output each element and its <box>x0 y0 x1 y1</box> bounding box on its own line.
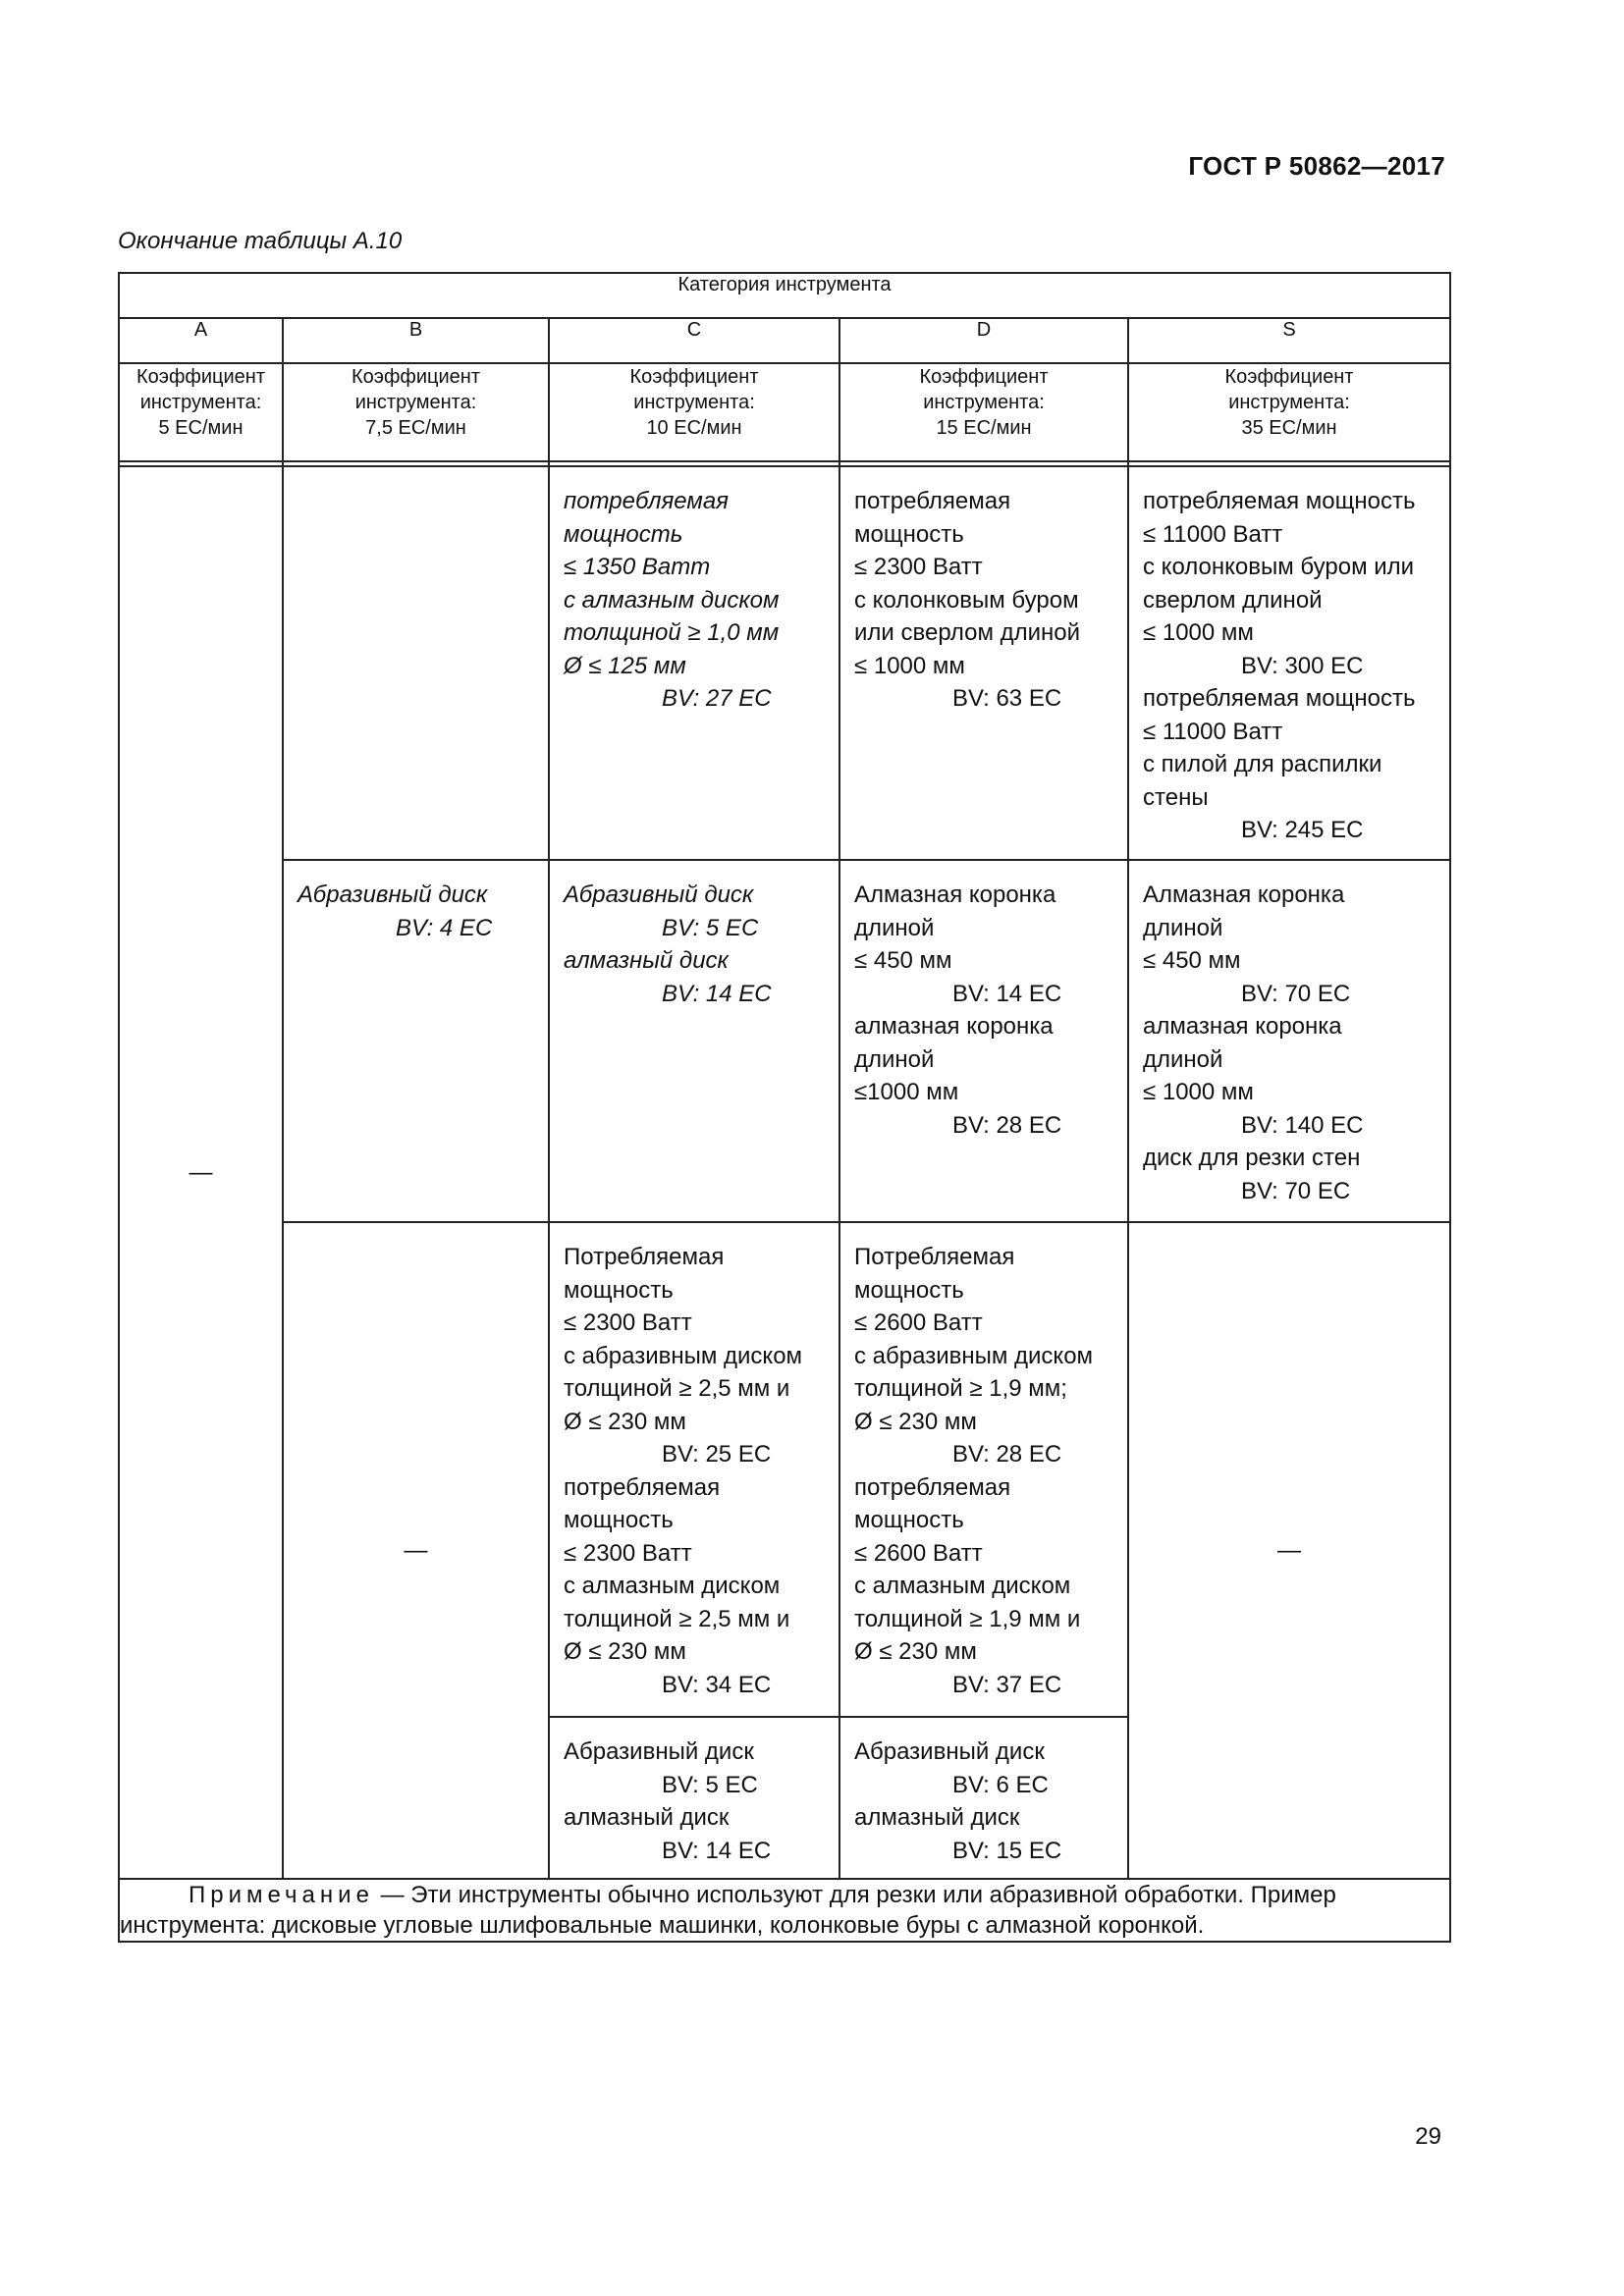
column-header-a: A <box>119 318 283 363</box>
cell-c-row2: Абразивный диск BV: 5 ЕС алмазный диск BV: 14 ЕС <box>549 860 839 1222</box>
column-header-s: S <box>1128 318 1450 363</box>
coefficient-d: Коэффициент инструмента: 15 ЕС/мин <box>839 363 1128 461</box>
column-a-value: — <box>119 466 283 1879</box>
cell-d-row1: потребляемая мощность ≤ 2300 Ватт с колонковым буром или сверлом длиной ≤ 1000 мм BV: 63 ЕС <box>839 466 1128 860</box>
cell-s-row1: потребляемая мощность ≤ 11000 Ватт с колонковым буром или сверлом длиной ≤ 1000 мм BV: 300 ЕС потребляемая мощность ≤ 11000 Ватт с пилой для распилки стены BV: 245 ЕС <box>1128 466 1450 860</box>
column-header-c: C <box>549 318 839 363</box>
column-header-b: B <box>283 318 549 363</box>
coefficient-s: Коэффициент инструмента: 35 ЕС/мин <box>1128 363 1450 461</box>
cell-d-row2: Алмазная коронка длиной ≤ 450 мм BV: 14 ЕС алмазная коронка длиной ≤1000 мм BV: 28 ЕС <box>839 860 1128 1222</box>
cell-s-row3: — <box>1128 1222 1450 1879</box>
standard-designation: ГОСТ Р 50862—2017 <box>1188 151 1445 181</box>
cell-b-row3: — <box>283 1222 549 1879</box>
cell-c-row3: Потребляемая мощность ≤ 2300 Ватт с абразивным диском толщиной ≥ 2,5 мм и Ø ≤ 230 мм BV: 25 ЕС потребляемая мощность ≤ 2300 Ватт с алмазным диском толщиной ≥ 2,5 мм и Ø ≤ 230 мм BV: 34 ЕС <box>549 1222 839 1717</box>
cell-c-row1: потребляемая мощность ≤ 1350 Ватт с алмазным диском толщиной ≥ 1,0 мм Ø ≤ 125 мм BV: 27 ЕС <box>549 466 839 860</box>
coefficient-c: Коэффициент инструмента: 10 ЕС/мин <box>549 363 839 461</box>
page-number: 29 <box>1415 2123 1441 2150</box>
coefficient-a: Коэффициент инструмента: 5 ЕС/мин <box>119 363 283 461</box>
cell-c-row4: Абразивный диск BV: 5 ЕС алмазный диск BV: 14 ЕС <box>549 1717 839 1879</box>
note-text: — Эти инструменты обычно используют для резки или абразивной обработки. Пример инструмента: дисковые угловые шлифовальные машинки, колонковые буры с алмазной коронкой. <box>120 1882 1336 1939</box>
cell-b-row1 <box>283 466 549 860</box>
cell-d-row4: Абразивный диск BV: 6 ЕС алмазный диск BV: 15 ЕС <box>839 1717 1128 1879</box>
tool-category-table <box>118 272 1451 1943</box>
table-caption: Окончание таблицы А.10 <box>118 228 403 254</box>
category-header: Категория инструмента <box>119 273 1450 318</box>
note-label: Примечание <box>189 1882 374 1908</box>
cell-b-row2: Абразивный диск BV: 4 ЕС <box>283 860 549 1222</box>
coefficient-b: Коэффициент инструмента: 7,5 ЕС/мин <box>283 363 549 461</box>
cell-s-row2: Алмазная коронка длиной ≤ 450 мм BV: 70 ЕС алмазная коронка длиной ≤ 1000 мм BV: 140 ЕС диск для резки стен BV: 70 ЕС <box>1128 860 1450 1222</box>
cell-d-row3: Потребляемая мощность ≤ 2600 Ватт с абразивным диском толщиной ≥ 1,9 мм; Ø ≤ 230 мм BV: 28 ЕС потребляемая мощность ≤ 2600 Ватт с алмазным диском толщиной ≥ 1,9 мм и Ø ≤ 230 мм BV: 37 ЕС <box>839 1222 1128 1717</box>
column-header-d: D <box>839 318 1128 363</box>
table-note <box>119 1879 1450 1942</box>
